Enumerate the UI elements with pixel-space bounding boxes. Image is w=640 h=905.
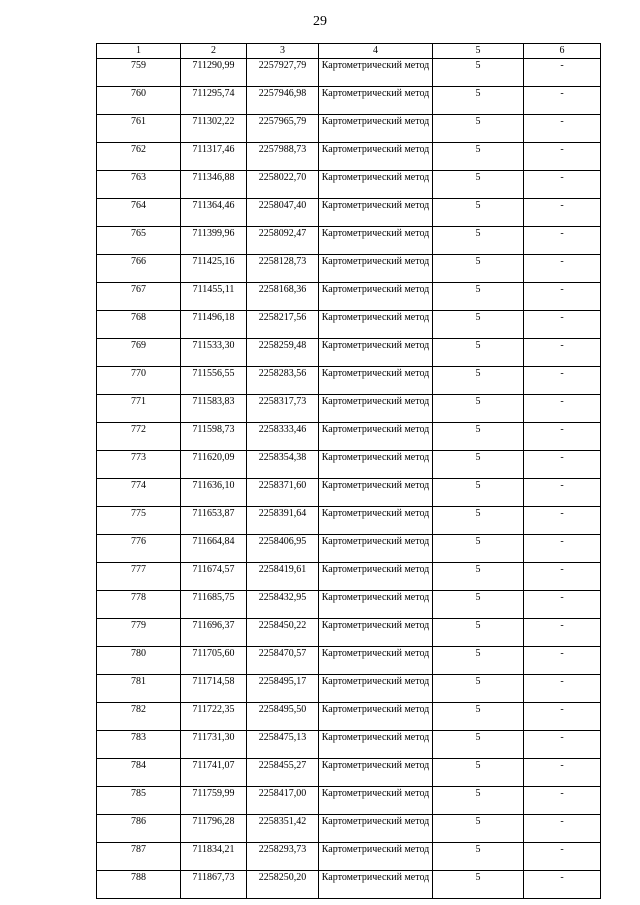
- y-coordinate-cell: 2258391,64: [247, 507, 319, 535]
- x-coordinate-cell: 711685,75: [181, 591, 247, 619]
- note-cell: -: [524, 451, 601, 479]
- point-number-cell: 778: [97, 591, 181, 619]
- accuracy-cell: 5: [433, 871, 524, 899]
- column-header-3: 3: [247, 44, 319, 59]
- table-row: [97, 535, 601, 563]
- y-coordinate-cell: 2258250,20: [247, 871, 319, 899]
- note-cell: -: [524, 115, 601, 143]
- point-number-cell: 759: [97, 59, 181, 87]
- x-coordinate-cell: 711346,88: [181, 171, 247, 199]
- x-coordinate-cell: 711705,60: [181, 647, 247, 675]
- method-cell: Картометрический метод: [319, 395, 433, 423]
- method-cell: Картометрический метод: [319, 339, 433, 367]
- y-coordinate-cell: 2258168,36: [247, 283, 319, 311]
- point-number-cell: 776: [97, 535, 181, 563]
- table-row: [97, 171, 601, 199]
- point-number-cell: 761: [97, 115, 181, 143]
- accuracy-cell: 5: [433, 843, 524, 871]
- note-cell: -: [524, 843, 601, 871]
- method-cell: Картометрический метод: [319, 451, 433, 479]
- method-cell: Картометрический метод: [319, 507, 433, 535]
- method-cell: Картометрический метод: [319, 199, 433, 227]
- note-cell: -: [524, 423, 601, 451]
- method-cell: Картометрический метод: [319, 591, 433, 619]
- point-number-cell: 785: [97, 787, 181, 815]
- x-coordinate-cell: 711714,58: [181, 675, 247, 703]
- method-cell: Картометрический метод: [319, 759, 433, 787]
- note-cell: -: [524, 395, 601, 423]
- method-cell: Картометрический метод: [319, 115, 433, 143]
- x-coordinate-cell: 711533,30: [181, 339, 247, 367]
- point-number-cell: 774: [97, 479, 181, 507]
- method-cell: Картометрический метод: [319, 143, 433, 171]
- accuracy-cell: 5: [433, 115, 524, 143]
- x-coordinate-cell: 711455,11: [181, 283, 247, 311]
- table-row: [97, 703, 601, 731]
- x-coordinate-cell: 711317,46: [181, 143, 247, 171]
- x-coordinate-cell: 711696,37: [181, 619, 247, 647]
- x-coordinate-cell: 711664,84: [181, 535, 247, 563]
- y-coordinate-cell: 2258371,60: [247, 479, 319, 507]
- method-cell: Картометрический метод: [319, 647, 433, 675]
- x-coordinate-cell: 711636,10: [181, 479, 247, 507]
- table-row: [97, 311, 601, 339]
- point-number-cell: 787: [97, 843, 181, 871]
- accuracy-cell: 5: [433, 311, 524, 339]
- point-number-cell: 775: [97, 507, 181, 535]
- y-coordinate-cell: 2258022,70: [247, 171, 319, 199]
- x-coordinate-cell: 711290,99: [181, 59, 247, 87]
- x-coordinate-cell: 711598,73: [181, 423, 247, 451]
- point-number-cell: 769: [97, 339, 181, 367]
- point-number-cell: 784: [97, 759, 181, 787]
- method-cell: Картометрический метод: [319, 227, 433, 255]
- accuracy-cell: 5: [433, 675, 524, 703]
- x-coordinate-cell: 711496,18: [181, 311, 247, 339]
- point-number-cell: 783: [97, 731, 181, 759]
- header-row: [97, 44, 601, 59]
- table-row: [97, 115, 601, 143]
- table-row: [97, 731, 601, 759]
- table-header: [97, 44, 601, 59]
- table-row: [97, 563, 601, 591]
- table-row: [97, 787, 601, 815]
- y-coordinate-cell: 2258092,47: [247, 227, 319, 255]
- note-cell: -: [524, 619, 601, 647]
- note-cell: -: [524, 143, 601, 171]
- accuracy-cell: 5: [433, 227, 524, 255]
- table-row: [97, 227, 601, 255]
- accuracy-cell: 5: [433, 87, 524, 115]
- accuracy-cell: 5: [433, 367, 524, 395]
- note-cell: -: [524, 563, 601, 591]
- y-coordinate-cell: 2257927,79: [247, 59, 319, 87]
- table-row: [97, 619, 601, 647]
- method-cell: Картометрический метод: [319, 479, 433, 507]
- note-cell: -: [524, 759, 601, 787]
- x-coordinate-cell: 711796,28: [181, 815, 247, 843]
- accuracy-cell: 5: [433, 647, 524, 675]
- y-coordinate-cell: 2258317,73: [247, 395, 319, 423]
- y-coordinate-cell: 2258217,56: [247, 311, 319, 339]
- note-cell: -: [524, 507, 601, 535]
- table-row: [97, 143, 601, 171]
- point-number-cell: 788: [97, 871, 181, 899]
- y-coordinate-cell: 2258406,95: [247, 535, 319, 563]
- table-row: [97, 87, 601, 115]
- method-cell: Картометрический метод: [319, 87, 433, 115]
- accuracy-cell: 5: [433, 507, 524, 535]
- table-row: [97, 591, 601, 619]
- accuracy-cell: 5: [433, 59, 524, 87]
- accuracy-cell: 5: [433, 535, 524, 563]
- accuracy-cell: 5: [433, 787, 524, 815]
- y-coordinate-cell: 2258354,38: [247, 451, 319, 479]
- column-header-6: 6: [524, 44, 601, 59]
- accuracy-cell: 5: [433, 759, 524, 787]
- x-coordinate-cell: 711722,35: [181, 703, 247, 731]
- point-number-cell: 764: [97, 199, 181, 227]
- x-coordinate-cell: 711759,99: [181, 787, 247, 815]
- x-coordinate-cell: 711674,57: [181, 563, 247, 591]
- y-coordinate-cell: 2258419,61: [247, 563, 319, 591]
- y-coordinate-cell: 2258495,17: [247, 675, 319, 703]
- accuracy-cell: 5: [433, 395, 524, 423]
- accuracy-cell: 5: [433, 703, 524, 731]
- point-number-cell: 777: [97, 563, 181, 591]
- column-header-2: 2: [181, 44, 247, 59]
- accuracy-cell: 5: [433, 283, 524, 311]
- table-row: [97, 423, 601, 451]
- accuracy-cell: 5: [433, 339, 524, 367]
- point-number-cell: 773: [97, 451, 181, 479]
- column-header-1: 1: [97, 44, 181, 59]
- table-row: [97, 675, 601, 703]
- point-number-cell: 762: [97, 143, 181, 171]
- table-row: [97, 255, 601, 283]
- table-row: [97, 283, 601, 311]
- accuracy-cell: 5: [433, 423, 524, 451]
- x-coordinate-cell: 711302,22: [181, 115, 247, 143]
- point-number-cell: 768: [97, 311, 181, 339]
- x-coordinate-cell: 711731,30: [181, 731, 247, 759]
- method-cell: Картометрический метод: [319, 787, 433, 815]
- y-coordinate-cell: 2258293,73: [247, 843, 319, 871]
- point-number-cell: 781: [97, 675, 181, 703]
- y-coordinate-cell: 2258495,50: [247, 703, 319, 731]
- point-number-cell: 763: [97, 171, 181, 199]
- y-coordinate-cell: 2258283,56: [247, 367, 319, 395]
- x-coordinate-cell: 711295,74: [181, 87, 247, 115]
- point-number-cell: 767: [97, 283, 181, 311]
- note-cell: -: [524, 731, 601, 759]
- table-row: [97, 759, 601, 787]
- method-cell: Картометрический метод: [319, 255, 433, 283]
- note-cell: -: [524, 171, 601, 199]
- x-coordinate-cell: 711834,21: [181, 843, 247, 871]
- page-number: 29: [313, 14, 327, 29]
- table-row: [97, 507, 601, 535]
- note-cell: -: [524, 647, 601, 675]
- method-cell: Картометрический метод: [319, 871, 433, 899]
- y-coordinate-cell: 2258351,42: [247, 815, 319, 843]
- accuracy-cell: 5: [433, 143, 524, 171]
- table-row: [97, 395, 601, 423]
- x-coordinate-cell: 711741,07: [181, 759, 247, 787]
- point-number-cell: 766: [97, 255, 181, 283]
- point-number-cell: 780: [97, 647, 181, 675]
- method-cell: Картометрический метод: [319, 563, 433, 591]
- note-cell: -: [524, 535, 601, 563]
- note-cell: -: [524, 675, 601, 703]
- accuracy-cell: 5: [433, 563, 524, 591]
- note-cell: -: [524, 871, 601, 899]
- note-cell: -: [524, 59, 601, 87]
- accuracy-cell: 5: [433, 731, 524, 759]
- point-number-cell: 779: [97, 619, 181, 647]
- y-coordinate-cell: 2258047,40: [247, 199, 319, 227]
- table-row: [97, 367, 601, 395]
- y-coordinate-cell: 2258333,46: [247, 423, 319, 451]
- method-cell: Картометрический метод: [319, 843, 433, 871]
- table-row: [97, 647, 601, 675]
- note-cell: -: [524, 367, 601, 395]
- table-row: [97, 815, 601, 843]
- method-cell: Картометрический метод: [319, 367, 433, 395]
- accuracy-cell: 5: [433, 199, 524, 227]
- x-coordinate-cell: 711364,46: [181, 199, 247, 227]
- table-row: [97, 843, 601, 871]
- accuracy-cell: 5: [433, 171, 524, 199]
- accuracy-cell: 5: [433, 619, 524, 647]
- accuracy-cell: 5: [433, 815, 524, 843]
- method-cell: Картометрический метод: [319, 171, 433, 199]
- point-number-cell: 765: [97, 227, 181, 255]
- note-cell: -: [524, 479, 601, 507]
- x-coordinate-cell: 711867,73: [181, 871, 247, 899]
- y-coordinate-cell: 2258259,48: [247, 339, 319, 367]
- note-cell: -: [524, 311, 601, 339]
- note-cell: -: [524, 199, 601, 227]
- note-cell: -: [524, 815, 601, 843]
- note-cell: -: [524, 283, 601, 311]
- y-coordinate-cell: 2258417,00: [247, 787, 319, 815]
- y-coordinate-cell: 2258432,95: [247, 591, 319, 619]
- y-coordinate-cell: 2257965,79: [247, 115, 319, 143]
- accuracy-cell: 5: [433, 591, 524, 619]
- accuracy-cell: 5: [433, 255, 524, 283]
- method-cell: Картометрический метод: [319, 619, 433, 647]
- y-coordinate-cell: 2258450,22: [247, 619, 319, 647]
- table-row: [97, 451, 601, 479]
- table-row: [97, 59, 601, 87]
- y-coordinate-cell: 2257946,98: [247, 87, 319, 115]
- y-coordinate-cell: 2258128,73: [247, 255, 319, 283]
- point-number-cell: 772: [97, 423, 181, 451]
- method-cell: Картометрический метод: [319, 423, 433, 451]
- method-cell: Картометрический метод: [319, 283, 433, 311]
- method-cell: Картометрический метод: [319, 731, 433, 759]
- x-coordinate-cell: 711620,09: [181, 451, 247, 479]
- note-cell: -: [524, 227, 601, 255]
- table-row: [97, 199, 601, 227]
- point-number-cell: 770: [97, 367, 181, 395]
- note-cell: -: [524, 591, 601, 619]
- point-number-cell: 786: [97, 815, 181, 843]
- column-header-5: 5: [433, 44, 524, 59]
- table-row: [97, 339, 601, 367]
- point-number-cell: 760: [97, 87, 181, 115]
- point-number-cell: 782: [97, 703, 181, 731]
- y-coordinate-cell: 2258470,57: [247, 647, 319, 675]
- x-coordinate-cell: 711399,96: [181, 227, 247, 255]
- table-row: [97, 871, 601, 899]
- accuracy-cell: 5: [433, 451, 524, 479]
- method-cell: Картометрический метод: [319, 535, 433, 563]
- table-body: [97, 59, 601, 899]
- note-cell: -: [524, 255, 601, 283]
- note-cell: -: [524, 703, 601, 731]
- coordinates-table: [96, 43, 601, 899]
- table-row: [97, 479, 601, 507]
- point-number-cell: 771: [97, 395, 181, 423]
- method-cell: Картометрический метод: [319, 703, 433, 731]
- accuracy-cell: 5: [433, 479, 524, 507]
- method-cell: Картометрический метод: [319, 675, 433, 703]
- note-cell: -: [524, 787, 601, 815]
- x-coordinate-cell: 711556,55: [181, 367, 247, 395]
- note-cell: -: [524, 339, 601, 367]
- y-coordinate-cell: 2257988,73: [247, 143, 319, 171]
- note-cell: -: [524, 87, 601, 115]
- y-coordinate-cell: 2258455,27: [247, 759, 319, 787]
- x-coordinate-cell: 711583,83: [181, 395, 247, 423]
- x-coordinate-cell: 711425,16: [181, 255, 247, 283]
- column-header-4: 4: [319, 44, 433, 59]
- method-cell: Картометрический метод: [319, 815, 433, 843]
- x-coordinate-cell: 711653,87: [181, 507, 247, 535]
- method-cell: Картометрический метод: [319, 59, 433, 87]
- y-coordinate-cell: 2258475,13: [247, 731, 319, 759]
- method-cell: Картометрический метод: [319, 311, 433, 339]
